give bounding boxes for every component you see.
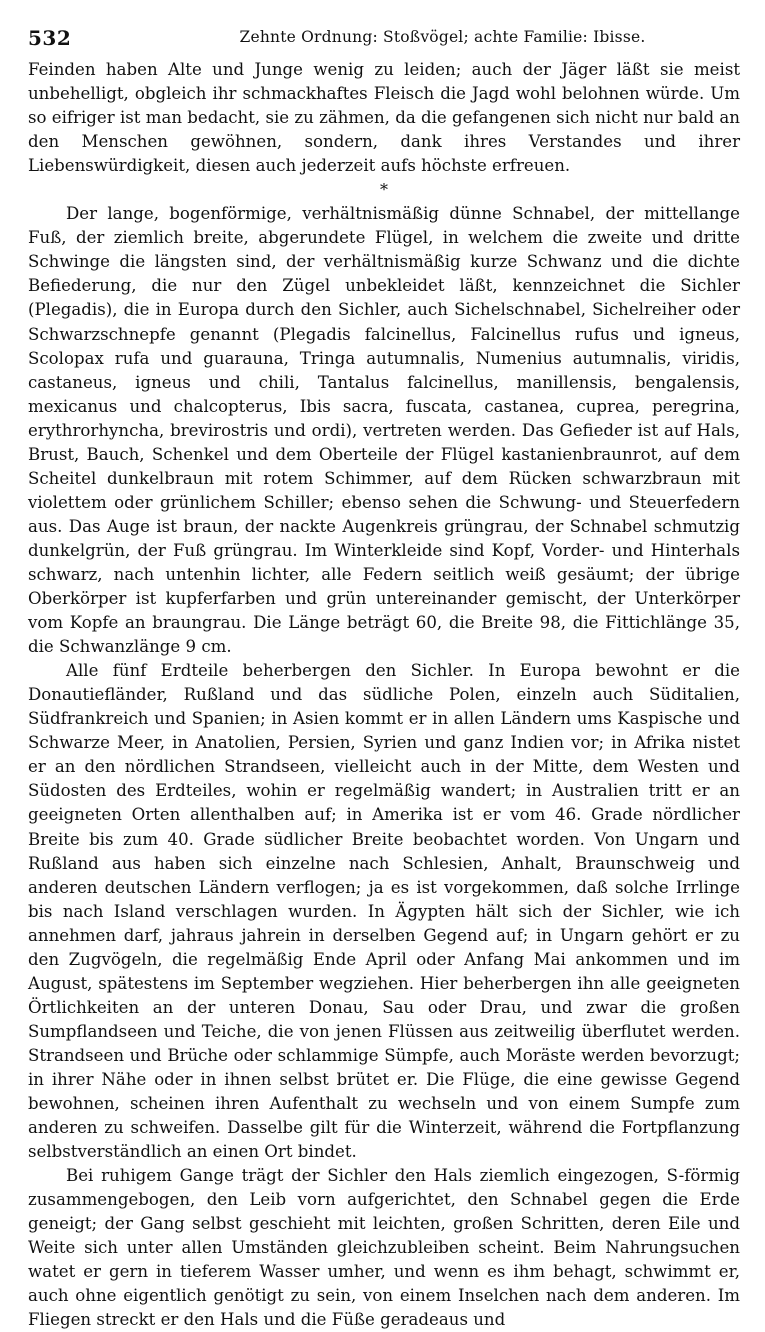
page-number: 532: [28, 26, 72, 50]
paragraph-sichler-description: Der lange, bogenförmige, verhältnismäßig dünne Schnabel, der mittellange Fuß, der ziemlich breite, abgerundete Flügel, in welchem die zweite und dritte Schwinge die längsten sind, der verhältnismäßig kurze Schwanz und die dichte Befiederung, die nur den Zügel unbekleidet läßt, kennzeichnet die Sichler (Plegadis), die in Europa durch den Sichler, auch Sichelschnabel, Sichelreiher oder Schwarzschnepfe genannt (Plegadis falcinellus, Falcinellus rufus und igneus, Scolopax rufa und guarauna, Tringa autumnalis, Numenius autumnalis, viridis, castaneus, igneus und chili, Tantalus falcinellus, manillensis, bengalensis, mexicanus und chalcopterus, Ibis sacra, fuscata, castanea, cuprea, peregrina, erythrorhyncha, brevirostris und ordi), vertreten werden. Das Gefieder ist auf Hals, Brust, Bauch, Schenkel und dem Oberteile der Flügel kastanienbraunrot, auf dem Scheitel dunkelbraun mit rotem Schimmer, auf dem Rücken schwarzbraun mit violettem oder grünlichem Schiller; ebenso sehen die Schwung- und Steuerfedern aus. Das Auge ist braun, der nackte Augenkreis grüngrau, der Schnabel schmutzig dunkelgrün, der Fuß grüngrau. Im Winterkleide sind Kopf, Vorder- und Hinterhals schwarz, nach untenhin lichter, alle Federn seitlich weiß gesäumt; der übrige Oberkörper ist kupferfarben und grün untereinander gemischt, der Unterkörper vom Kopfe an braungrau. Die Länge beträgt 60, die Breite 98, die Fittichlänge 35, die Schwanzlänge 9 cm.: [28, 204, 740, 657]
body-text: [28, 58, 740, 1332]
paragraph-continuation: Feinden haben Alte und Junge wenig zu leiden; auch der Jäger läßt sie meist unbehelligt, obgleich ihr schmackhaftes Fleisch die Jagd wohl belohnen würde. Um so eifriger ist man bedacht, sie zu zähmen, da die gefangenen sich nicht nur bald an den Menschen gewöhnen, sondern, dank ihres Verstandes und ihrer Liebenswürdigkeit, diesen auch jederzeit aufs höchste erfreuen.: [28, 60, 740, 176]
page-header: [28, 22, 737, 52]
paragraph-sichler-behavior: Bei ruhigem Gange trägt der Sichler den Hals ziemlich eingezogen, S-förmig zusammengebogen, den Leib vorn aufgerichtet, den Schnabel gegen die Erde geneigt; der Gang selbst geschieht mit leichten, großen Schritten, deren Eile und Weite sich unter allen Umständen gleichzubleiben scheint. Beim Nahrungsuchen watet er gern in tieferem Wasser umher, und wenn es ihm behagt, schwimmt er, auch ohne eigentlich genötigt zu sein, von einem Inselchen nach dem anderen. Im Fliegen streckt er den Hals und die Füße geradeaus und: [28, 1166, 740, 1330]
running-head: Zehnte Ordnung: Stoßvögel; achte Familie: Ibisse.: [239, 28, 646, 46]
paragraph-sichler-distribution: Alle fünf Erdteile beherbergen den Sichler. In Europa bewohnt er die Donautiefländer, Rußland und das südliche Polen, einzeln auch Süditalien, Südfrankreich und Spanien; in Asien kommt er in allen Ländern ums Kaspische und Schwarze Meer, in Anatolien, Persien, Syrien und ganz Indien vor; in Afrika nistet er an den nördlichen Strandseen, vielleicht auch in der Mitte, dem Westen und Südosten des Erdteiles, wohin er regelmäßig wandert; in Australien tritt er an geeigneten Orten allenthalben auf; in Amerika ist er vom 46. Grade nördlicher Breite bis zum 40. Grade südlicher Breite beobachtet worden. Von Ungarn und Rußland aus haben sich einzelne nach Schlesien, Anhalt, Braunschweig und anderen deutschen Ländern verflogen; ja es ist vorgekommen, daß solche Irrlinge bis nach Island verschlagen wurden. In Ägypten hält sich der Sichler, wie ich annehmen darf, jahraus jahrein in derselben Gegend auf; in Ungarn gehört er zu den Zugvögeln, die regelmäßig Ende April oder Anfang Mai ankommen und im August, spätestens im September wegziehen. Hier beherbergen ihn alle geeigneten Örtlichkeiten an der unteren Donau, Sau oder Drau, und zwar die großen Sumpflandseen und Teiche, die von jenen Flüssen aus zeitweilig überflutet werden. Strandseen und Brüche oder schlammige Sümpfe, auch Moräste werden bevorzugt; in ihrer Nähe oder in ihnen selbst brütet er. Die Flüge, die eine gewisse Gegend bewohnen, scheinen ihren Aufenthalt zu wechseln und von einem Sumpfe zum anderen zu schweifen. Dasselbe gilt für die Winterzeit, während die Fortpflanzung selbstverständlich an einen Ort bindet.: [28, 661, 740, 1162]
section-separator: *: [380, 180, 388, 200]
